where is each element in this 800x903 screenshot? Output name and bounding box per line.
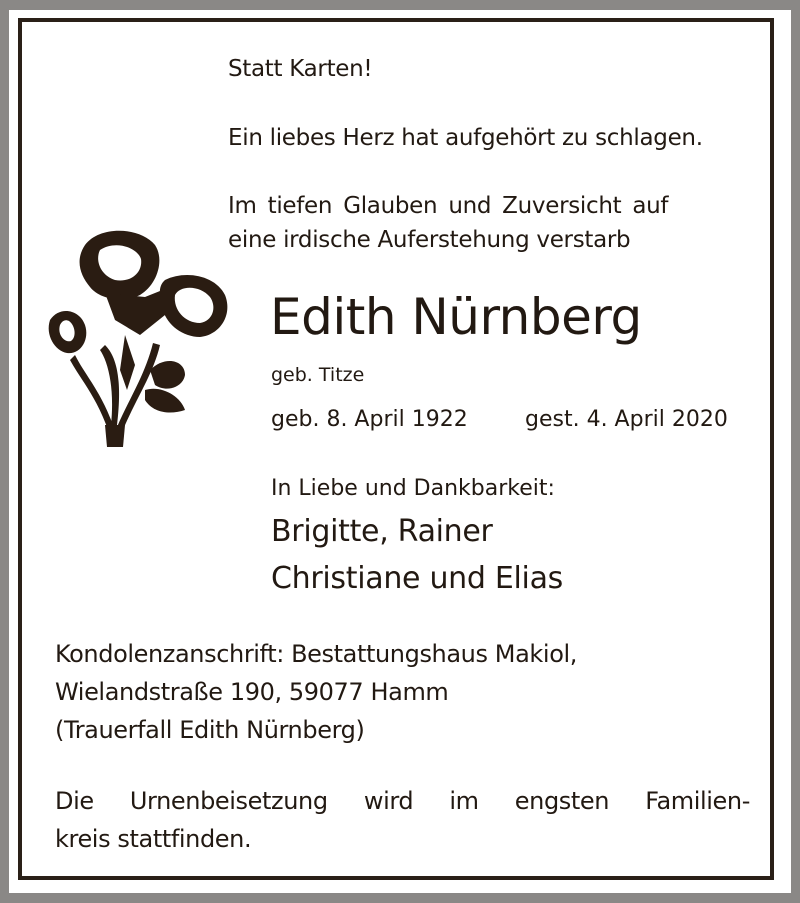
burial-word: Die [55, 787, 94, 815]
burial-line-1 [55, 787, 750, 815]
burial-word: Familien- [645, 787, 750, 815]
burial-word: engsten [514, 787, 610, 815]
family-line-2: Christiane und Elias [271, 561, 563, 596]
death-date: gest. 4. April 2020 [525, 407, 728, 432]
condolence-address-line-1: Kondolenzanschrift: Bestattungshaus Makiol, [55, 640, 577, 668]
rose-bouquet-icon [45, 225, 240, 450]
faith-line-1: Im tiefen Glauben und Zuversicht auf [228, 193, 669, 219]
burial-word: wird [363, 787, 414, 815]
burial-line-2: kreis stattfinden. [55, 825, 252, 853]
burial-word: im [449, 787, 479, 815]
condolence-address-line-2: Wielandstraße 190, 59077 Hamm [55, 678, 449, 706]
burial-word: Urnenbeisetzung [129, 787, 328, 815]
deceased-name: Edith Nürnberg [270, 288, 642, 346]
birth-date: geb. 8. April 1922 [271, 407, 468, 432]
condolence-address-line-3: (Trauerfall Edith Nürnberg) [55, 716, 365, 744]
gratitude-line: In Liebe und Dankbarkeit: [271, 476, 555, 501]
maiden-name: geb. Titze [271, 364, 365, 386]
heading-statt-karten: Statt Karten! [228, 56, 373, 82]
heart-line: Ein liebes Herz hat aufgehört zu schlagen. [228, 125, 703, 151]
faith-line-2: eine irdische Auferstehung verstarb [228, 227, 631, 253]
family-line-1: Brigitte, Rainer [271, 514, 493, 549]
